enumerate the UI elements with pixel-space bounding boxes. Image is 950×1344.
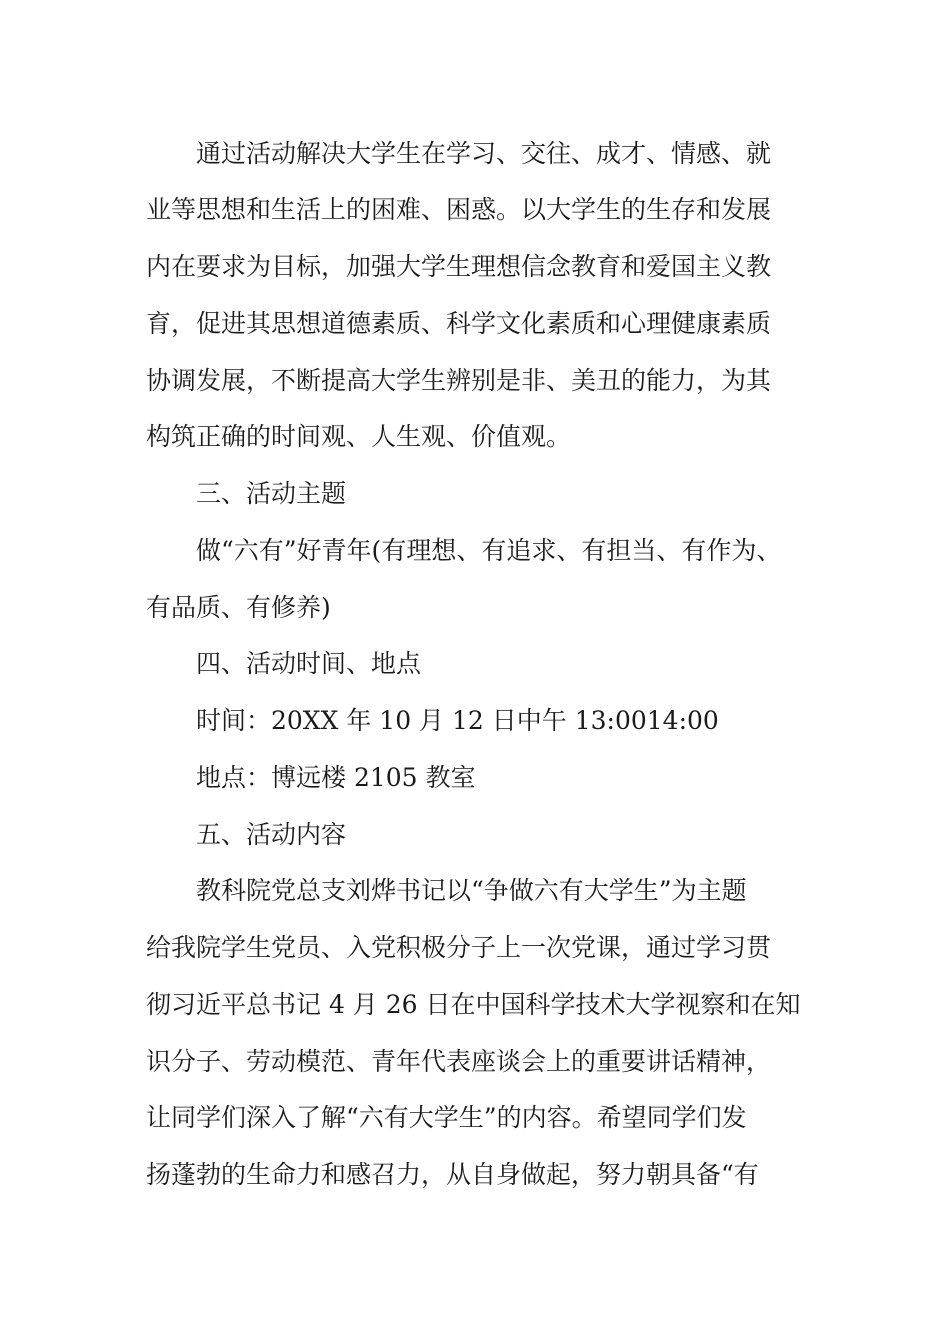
section-heading: 三、活动主题 (196, 479, 347, 508)
paragraph-line: 协调发展，不断提高大学生辨别是非、美丑的能力，为其 (146, 366, 772, 395)
paragraph-line: 通过活动解决大学生在学习、交往、成才、情感、就 (196, 139, 772, 168)
time-line: 时间：20XX 年 10 月 12 日中午 13:0014:00 (196, 706, 719, 735)
paragraph-line: 业等思想和生活上的困难、困惑。以大学生的生存和发展 (146, 195, 772, 224)
paragraph-line: 识分子、劳动模范、青年代表座谈会上的重要讲话精神， (146, 1047, 772, 1076)
paragraph-line: 扬蓬勃的生命力和感召力，从自身做起，努力朝具备“有 (146, 1160, 759, 1189)
paragraph-line: 给我院学生党员、入党积极分子上一次党课，通过学习贯 (146, 933, 772, 962)
paragraph-line: 让同学们深入了解“六有大学生”的内容。希望同学们发 (146, 1103, 747, 1132)
location-line: 地点：博远楼 2105 教室 (196, 763, 476, 792)
paragraph-line: 教科院党总支刘烨书记以“争做六有大学生”为主题 (196, 876, 747, 905)
paragraph-line: 做“六有”好青年(有理想、有追求、有担当、有作为、 (196, 536, 782, 565)
paragraph-line: 内在要求为目标，加强大学生理想信念教育和爱国主义教 (146, 252, 772, 281)
paragraph-line: 构筑正确的时间观、人生观、价值观。 (146, 422, 572, 451)
paragraph-line: 彻习近平总书记 4 月 26 日在中国科学技术大学视察和在知 (146, 990, 801, 1019)
section-heading: 四、活动时间、地点 (196, 649, 422, 678)
paragraph-line: 有品质、有修养) (146, 593, 331, 622)
section-heading: 五、活动内容 (196, 820, 347, 849)
paragraph-line: 育，促进其思想道德素质、科学文化素质和心理健康素质 (146, 309, 772, 338)
